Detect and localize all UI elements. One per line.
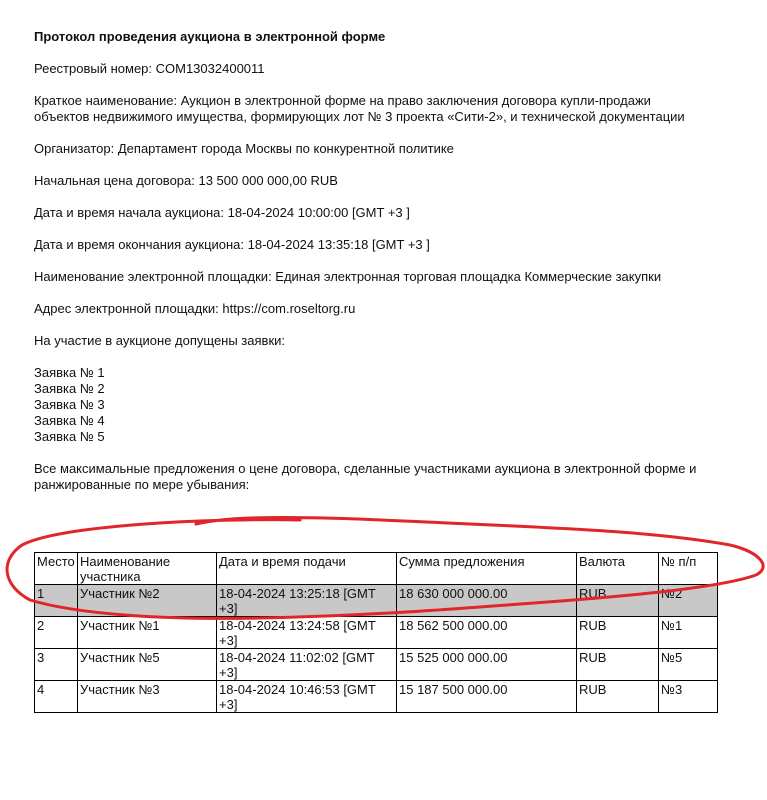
offers-intro (34, 461, 754, 493)
application-item: Заявка № 4 (34, 413, 105, 428)
cell-number: №2 (659, 585, 718, 617)
cell-participant: Участник №5 (78, 649, 217, 681)
application-item: Заявка № 1 (34, 365, 105, 380)
cell-participant: Участник №3 (78, 681, 217, 713)
cell-amount: 15 525 000 000.00 (397, 649, 577, 681)
table-row (35, 617, 718, 649)
offers-intro-line-1: Все максимальные предложения о цене договора, сделанные участниками аукциона в электронной форме и (34, 461, 697, 476)
cell-place: 3 (35, 649, 78, 681)
header-datetime: Дата и время подачи (217, 553, 397, 585)
short-name-line-1: Краткое наименование: Аукцион в электронной форме на право заключения договора купли-продажи (34, 93, 651, 108)
cell-place: 4 (35, 681, 78, 713)
cell-number: №5 (659, 649, 718, 681)
organizer: Организатор: Департамент города Москвы по конкурентной политике (34, 141, 454, 156)
header-participant: Наименование участника (78, 553, 217, 585)
table-header-row (35, 553, 718, 585)
document-title: Протокол проведения аукциона в электронной форме (34, 29, 386, 44)
application-item: Заявка № 2 (34, 381, 105, 396)
cell-datetime: 18-04-2024 13:25:18 [GMT +3] (217, 585, 397, 617)
cell-currency: RUB (577, 585, 659, 617)
offers-table (34, 552, 718, 713)
header-place: Место (35, 553, 78, 585)
header-number: № п/п (659, 553, 718, 585)
auction-start-time: Дата и время начала аукциона: 18-04-2024 10:00:00 [GMT +3 ] (34, 205, 410, 220)
application-item: Заявка № 5 (34, 429, 105, 444)
cell-datetime: 18-04-2024 10:46:53 [GMT +3] (217, 681, 397, 713)
cell-place: 2 (35, 617, 78, 649)
applications-list (34, 365, 754, 445)
cell-amount: 15 187 500 000.00 (397, 681, 577, 713)
cell-number: №3 (659, 681, 718, 713)
start-price: Начальная цена договора: 13 500 000 000,00 RUB (34, 173, 338, 188)
platform-address: Адрес электронной площадки: https://com.roseltorg.ru (34, 301, 356, 316)
cell-currency: RUB (577, 617, 659, 649)
platform-name: Наименование электронной площадки: Единая электронная торговая площадка Коммерческие закупки (34, 269, 662, 284)
header-amount: Сумма предложения (397, 553, 577, 585)
cell-participant: Участник №1 (78, 617, 217, 649)
auction-end-time: Дата и время окончания аукциона: 18-04-2024 13:35:18 [GMT +3 ] (34, 237, 430, 252)
cell-currency: RUB (577, 681, 659, 713)
table-row (35, 649, 718, 681)
cell-datetime: 18-04-2024 11:02:02 [GMT +3] (217, 649, 397, 681)
short-name-line-2: объектов недвижимого имущества, формирующих лот № 3 проекта «Сити-2», и технической документации (34, 109, 685, 124)
table-row (35, 681, 718, 713)
cell-place: 1 (35, 585, 78, 617)
protocol-document (34, 29, 754, 509)
cell-amount: 18 630 000 000.00 (397, 585, 577, 617)
registry-number: Реестровый номер: COM13032400011 (34, 61, 265, 76)
admitted-intro: На участие в аукционе допущены заявки: (34, 333, 286, 348)
header-currency: Валюта (577, 553, 659, 585)
cell-datetime: 18-04-2024 13:24:58 [GMT +3] (217, 617, 397, 649)
table-row (35, 585, 718, 617)
application-item: Заявка № 3 (34, 397, 105, 412)
cell-number: №1 (659, 617, 718, 649)
short-name (34, 93, 754, 125)
cell-currency: RUB (577, 649, 659, 681)
cell-amount: 18 562 500 000.00 (397, 617, 577, 649)
offers-intro-line-2: ранжированные по мере убывания: (34, 477, 250, 492)
cell-participant: Участник №2 (78, 585, 217, 617)
